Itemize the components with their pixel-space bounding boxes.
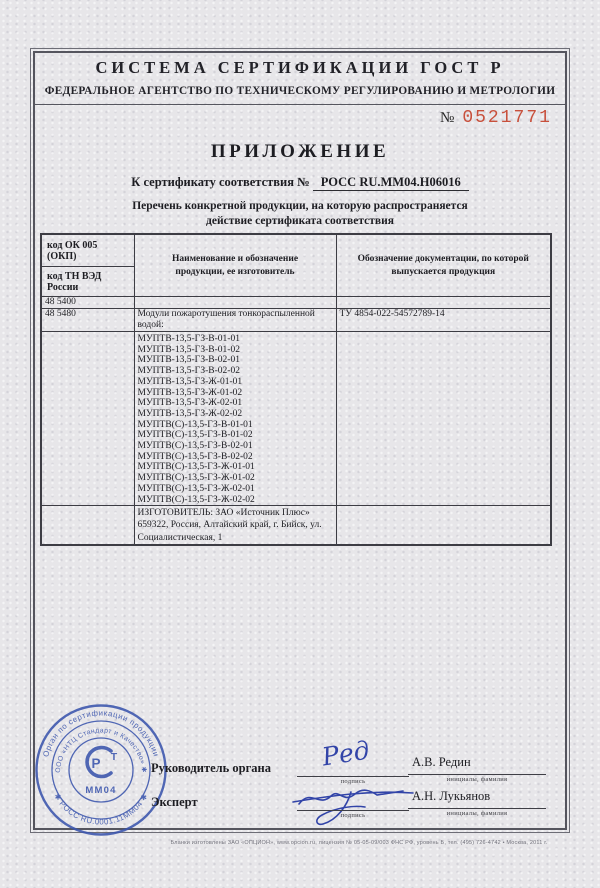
form-number: 0521771 <box>462 108 552 128</box>
product-model: МУПТВ(С)-13,5-ГЗ-Ж-01-01 <box>137 462 255 473</box>
expert-signature-caption: подпись <box>340 812 366 819</box>
scope-statement <box>35 199 565 228</box>
product-model: МУПТВ(С)-13,5-ГЗ-Ж-02-02 <box>137 494 255 505</box>
manufacturer-line: Социалистическая, 1 <box>137 532 223 543</box>
head-signature-line <box>297 776 409 777</box>
product-model: МУПТВ(С)-13,5-ГЗ-В-02-01 <box>137 441 253 452</box>
expert-signature-line <box>297 810 409 811</box>
product-model: МУПТВ-13,5-ГЗ-Ж-02-01 <box>137 398 243 409</box>
expert-name-line <box>408 808 546 809</box>
number-sign: № <box>440 110 455 126</box>
name-cell: Модули пожаротушения тонкораспыленной водой: <box>134 309 336 332</box>
product-models-row <box>41 332 551 506</box>
svg-text:Р: Р <box>91 756 101 771</box>
table-row <box>41 297 551 309</box>
stamp-inner-ring-text: ООО «НТЦ Стандарт и Качество» ✱ <box>54 727 148 774</box>
empty-doc-cell <box>336 506 551 546</box>
rst-logo-icon <box>87 748 118 777</box>
head-of-body-label: Руководитель органа <box>151 761 271 775</box>
table-row <box>41 309 551 332</box>
product-model: МУПТВ(С)-13,5-ГЗ-В-02-02 <box>137 451 253 462</box>
product-model: МУПТВ-13,5-ГЗ-В-02-01 <box>137 355 240 366</box>
manufacturer-cell <box>134 506 336 546</box>
expert-signature-scribble <box>285 778 425 830</box>
head-name: А.В. Редин <box>412 755 471 769</box>
stamp-center-code: ММ04 <box>85 785 117 796</box>
certificate-number: РОСС RU.MM04.H06016 <box>313 175 469 191</box>
product-model: МУПТВ-13,5-ГЗ-В-02-02 <box>137 366 240 377</box>
tnved-code-header: код ТН ВЭД России <box>47 270 102 293</box>
system-title: СИСТЕМА СЕРТИФИКАЦИИ ГОСТ Р <box>95 58 505 77</box>
expert-name-caption: инициалы, фамилия <box>446 810 508 817</box>
head-name-caption: инициалы, фамилия <box>446 776 508 783</box>
code-cell: 48 5400 <box>41 297 134 309</box>
product-models-cell <box>134 332 336 506</box>
product-model: МУПТВ-13,5-ГЗ-Ж-01-02 <box>137 387 243 398</box>
manufacturer-line: ИЗГОТОВИТЕЛЬ: ЗАО «Источник Плюс» <box>137 508 310 519</box>
doc-cell: ТУ 4854-022-54572789-14 <box>336 309 551 332</box>
manufacturer-row <box>41 506 551 546</box>
products-table <box>40 233 552 546</box>
stamp-outer-top-text: Орган по сертификации продукции <box>41 708 161 759</box>
table-header-row <box>41 234 551 297</box>
svg-text:Т: Т <box>110 751 118 763</box>
product-model: МУПТВ-13,5-ГЗ-В-01-02 <box>137 344 240 355</box>
printer-note: Бланки изготовлены ЗАО «ОПЦИОН», www.opcion.ru, лицензия № 05-05-09/003 ФНС РФ, уровень Б, тел. (495) 726-4742 • Москва, 2011 г. <box>170 840 548 846</box>
code-rows <box>41 297 551 332</box>
empty-code-cell <box>41 332 134 506</box>
header-divider <box>35 104 565 105</box>
head-signature-handwriting: Ред <box>320 735 372 772</box>
certificate-reference-line <box>35 175 565 190</box>
product-model: МУПТВ(С)-13,5-ГЗ-В-01-01 <box>137 419 253 430</box>
cert-prefix: К сертификату соответствия № <box>131 175 310 189</box>
head-name-line <box>408 774 546 775</box>
head-signature-caption: подпись <box>340 778 366 785</box>
scope-line-1: Перечень конкретной продукции, на которую распространяется <box>132 200 468 212</box>
empty-doc-cell <box>336 332 551 506</box>
stamp-outer-bottom-text: ✱ РОСС RU.0001.11ММ04 ✱ <box>52 791 150 827</box>
document-header <box>35 58 565 97</box>
code-header-cell <box>41 234 134 297</box>
product-model: МУПТВ(С)-13,5-ГЗ-В-01-02 <box>137 430 253 441</box>
product-model: МУПТВ(С)-13,5-ГЗ-Ж-01-02 <box>137 473 255 484</box>
certification-body-stamp <box>33 702 169 838</box>
form-number-row <box>440 108 552 128</box>
product-model: МУПТВ-13,5-ГЗ-Ж-01-01 <box>137 376 243 387</box>
appendix-title: ПРИЛОЖЕНИЕ <box>210 141 390 162</box>
manufacturer-lines <box>138 507 333 544</box>
agency-title: ФЕДЕРАЛЬНОЕ АГЕНТСТВО ПО ТЕХНИЧЕСКОМУ РЕГУЛИРОВАНИЮ И МЕТРОЛОГИИ <box>44 85 556 97</box>
expert-label: Эксперт <box>151 795 198 809</box>
okp-code-header: код ОК 005 (ОКП) <box>42 235 134 267</box>
product-model: МУПТВ-13,5-ГЗ-В-01-01 <box>137 334 240 344</box>
manufacturer-line: 659322, Россия, Алтайский край, г. Бийск, ул. <box>137 520 322 531</box>
product-model: МУПТВ-13,5-ГЗ-Ж-02-02 <box>137 408 243 419</box>
name-cell <box>134 297 336 309</box>
empty-code-cell <box>41 506 134 546</box>
product-model-list <box>138 334 333 505</box>
scope-line-2: действие сертификата соответствия <box>206 214 394 227</box>
code-cell: 48 5480 <box>41 309 134 332</box>
product-model: МУПТВ(С)-13,5-ГЗ-Ж-02-01 <box>137 483 255 494</box>
expert-name: А.Н. Лукьянов <box>412 789 491 803</box>
doc-cell <box>336 297 551 309</box>
product-name-header: Наименование и обозначение продукции, ее изготовитель <box>134 234 336 297</box>
documentation-header: Обозначение документации, по которой выпускается продукция <box>336 234 551 297</box>
